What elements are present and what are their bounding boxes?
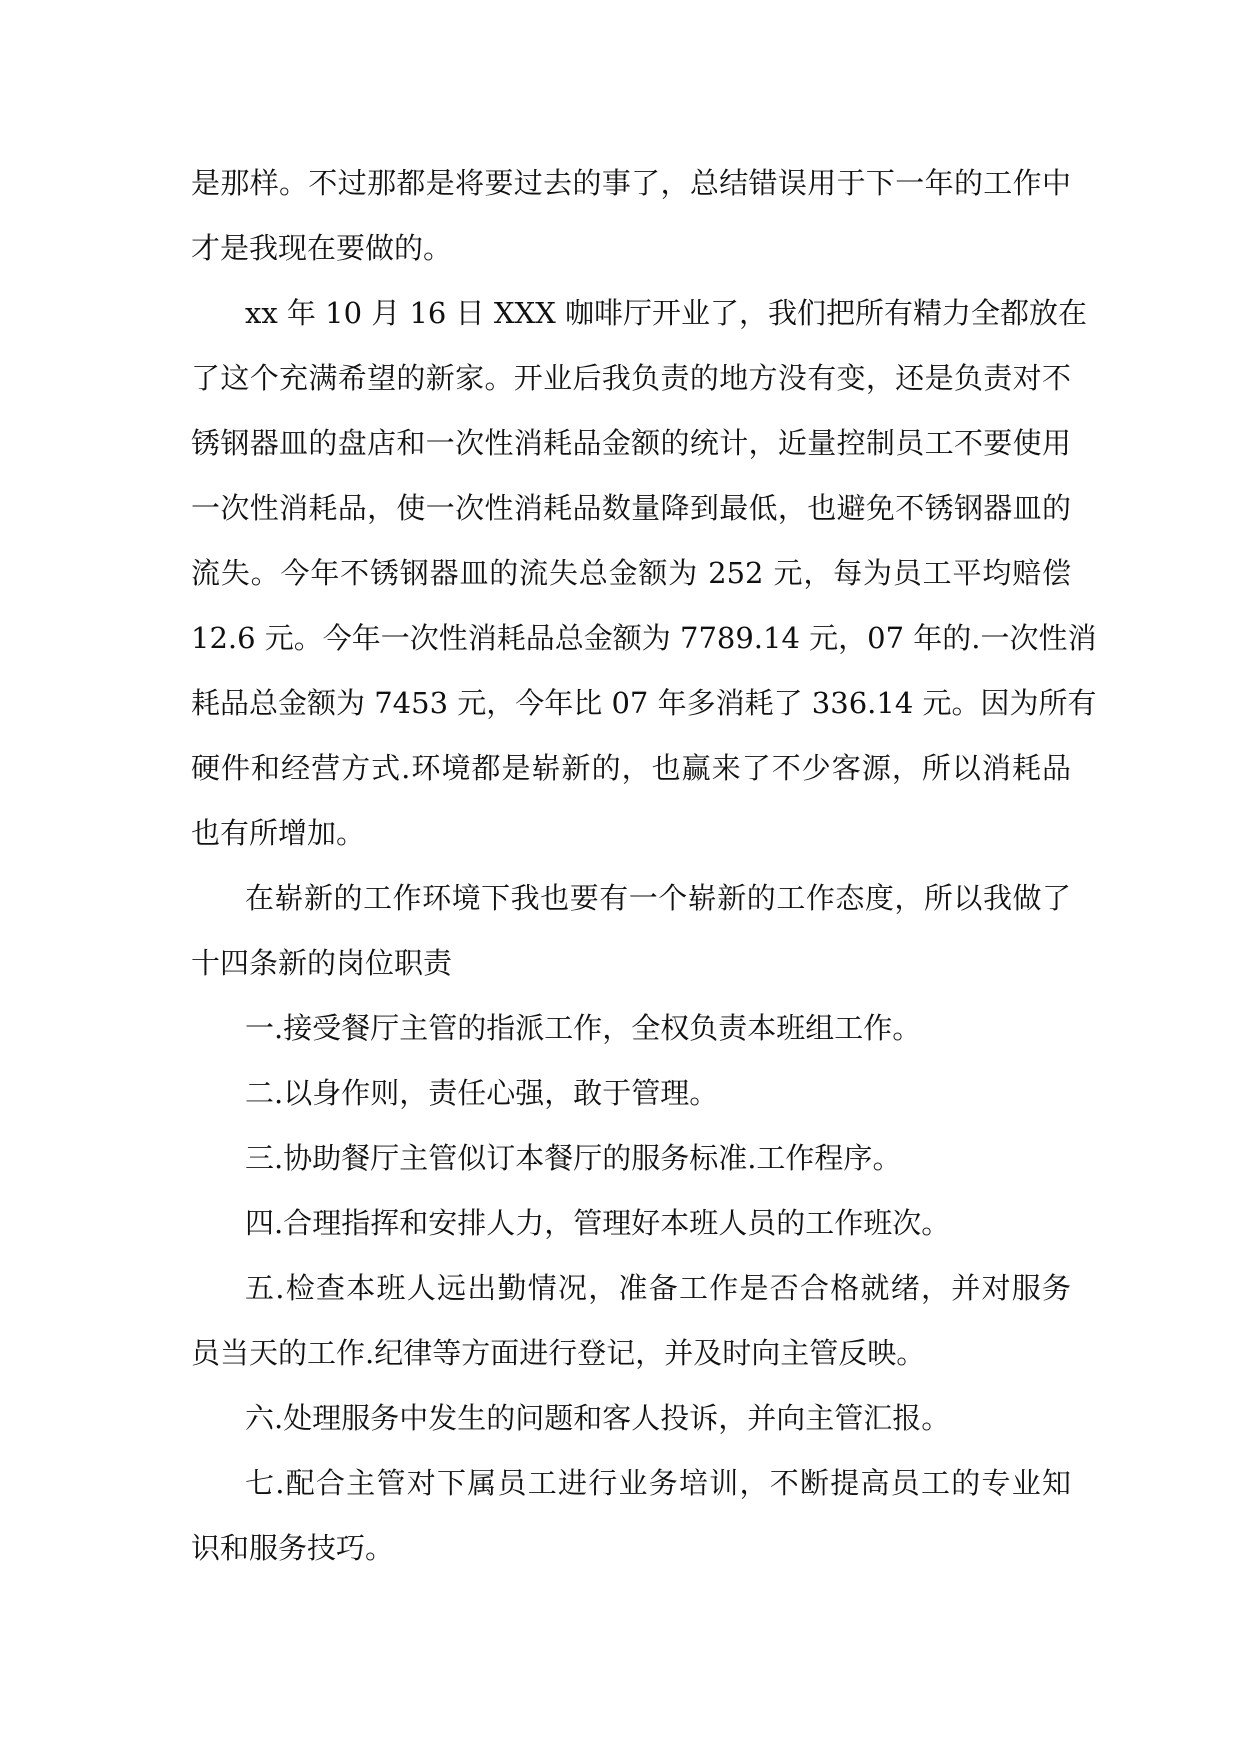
paragraph-line: 12.6 元。今年一次性消耗品总金额为 7789.14 元，07 年的.一次性消 (191, 621, 1097, 655)
list-item: 六.处理服务中发生的问题和客人投诉，并向主管汇报。 (245, 1401, 951, 1435)
paragraph-line: xx 年 10 月 16 日 XXX 咖啡厅开业了，我们把所有精力全都放在 (245, 296, 1087, 330)
paragraph-line: 才是我现在要做的。 (191, 231, 453, 265)
list-item-continuation: 识和服务技巧。 (191, 1531, 395, 1565)
paragraph-line: 锈钢器皿的盘店和一次性消耗品金额的统计，近量控制员工不要使用 (191, 426, 1071, 460)
list-item: 三.协助餐厅主管似订本餐厅的服务标准.工作程序。 (245, 1141, 902, 1175)
paragraph-line: 是那样。不过那都是将要过去的事了，总结错误用于下一年的工作中 (191, 166, 1071, 200)
paragraph-line: 一次性消耗品，使一次性消耗品数量降到最低，也避免不锈钢器皿的 (191, 491, 1071, 525)
list-item: 二.以身作则，责任心强，敢于管理。 (245, 1076, 719, 1110)
paragraph-line: 十四条新的岗位职责 (191, 946, 453, 980)
list-item: 五.检查本班人远出勤情况，准备工作是否合格就绪，并对服务 (245, 1271, 1071, 1305)
list-item: 一.接受餐厅主管的指派工作，全权负责本班组工作。 (245, 1011, 922, 1045)
list-item-continuation: 员当天的工作.纪律等方面进行登记，并及时向主管反映。 (191, 1336, 926, 1370)
paragraph-line: 耗品总金额为 7453 元，今年比 07 年多消耗了 336.14 元。因为所有 (191, 686, 1097, 720)
paragraph-line: 在崭新的工作环境下我也要有一个崭新的工作态度，所以我做了 (245, 881, 1071, 915)
paragraph-line: 了这个充满希望的新家。开业后我负责的地方没有变，还是负责对不 (191, 361, 1071, 395)
list-item: 七.配合主管对下属员工进行业务培训，不断提高员工的专业知 (245, 1466, 1071, 1500)
paragraph-line: 流失。今年不锈钢器皿的流失总金额为 252 元，每为员工平均赔偿 (191, 556, 1071, 590)
paragraph-line: 硬件和经营方式.环境都是崭新的，也赢来了不少客源，所以消耗品 (191, 751, 1071, 785)
paragraph-line: 也有所增加。 (191, 816, 366, 850)
list-item: 四.合理指挥和安排人力，管理好本班人员的工作班次。 (245, 1206, 951, 1240)
